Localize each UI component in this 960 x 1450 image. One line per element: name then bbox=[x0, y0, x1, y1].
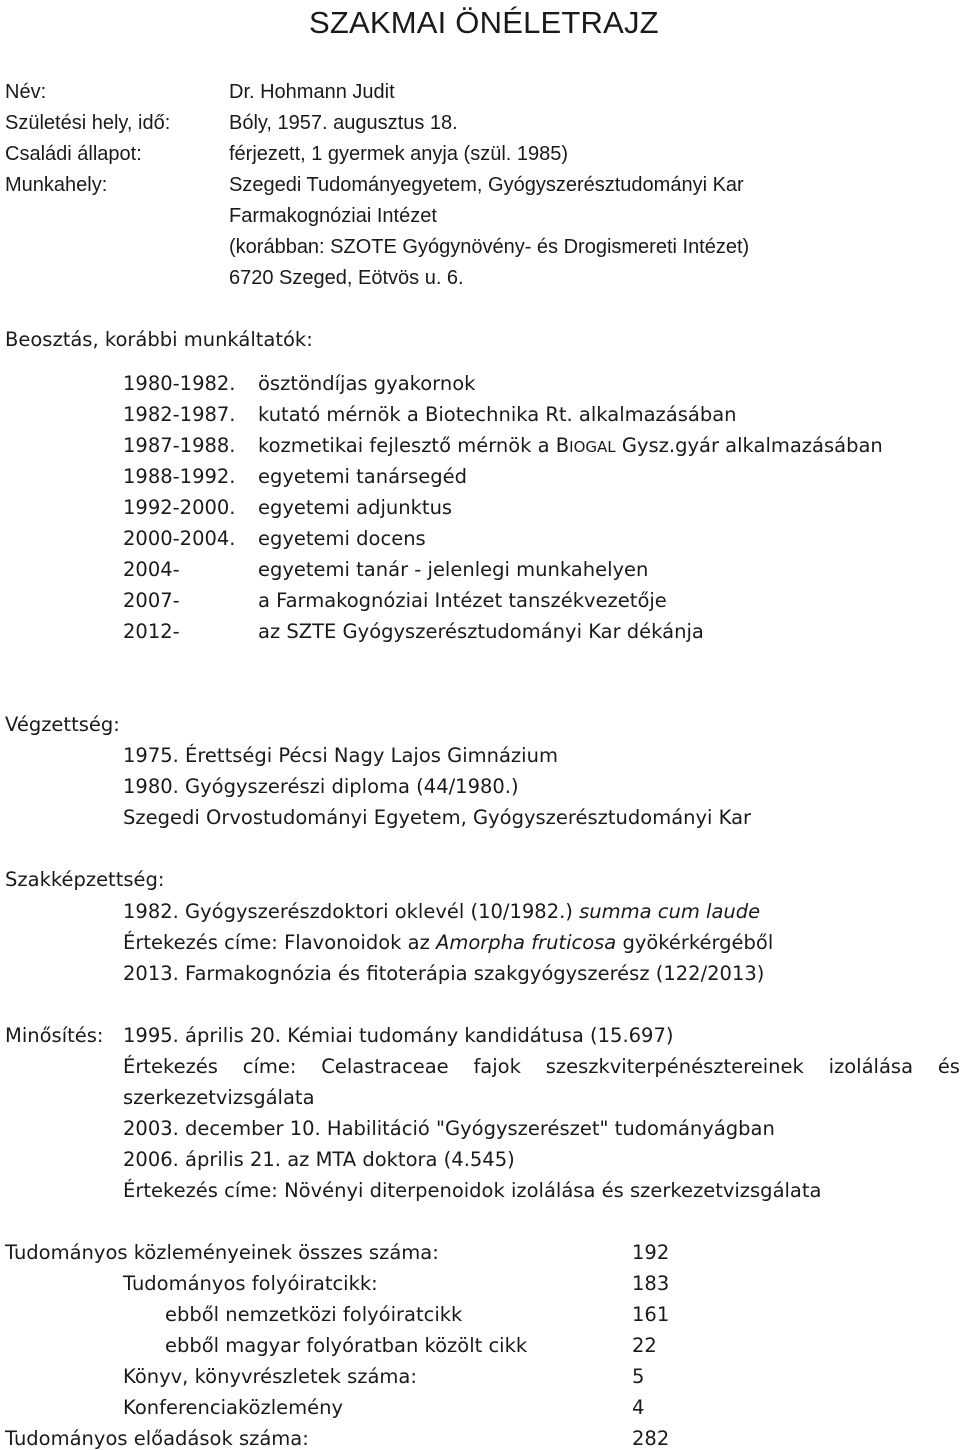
pub-value: 22 bbox=[632, 1334, 657, 1357]
pub-value: 161 bbox=[632, 1303, 670, 1326]
position-years: 1982-1987. bbox=[123, 403, 236, 426]
pub-value: 5 bbox=[632, 1365, 645, 1388]
position-years: 2012- bbox=[123, 620, 180, 643]
pub-value: 183 bbox=[632, 1272, 670, 1295]
position-desc: az SZTE Gyógyszerésztudományi Kar dékánja bbox=[258, 620, 704, 643]
birth-label: Születési hely, idő: bbox=[5, 112, 171, 134]
workplace-label: Munkahely: bbox=[5, 174, 108, 196]
position-desc: egyetemi docens bbox=[258, 527, 426, 550]
education-label: Végzettség: bbox=[5, 713, 120, 736]
workplace-line: Farmakognóziai Intézet bbox=[229, 205, 437, 227]
position-years: 2000-2004. bbox=[123, 527, 236, 550]
family-label: Családi állapot: bbox=[5, 143, 142, 165]
pub-label: ebből magyar folyóratban közölt cikk bbox=[165, 1334, 528, 1357]
position-years: 2007- bbox=[123, 589, 180, 612]
position-years: 1987-1988. bbox=[123, 434, 236, 457]
pub-label: Tudományos folyóiratcikk: bbox=[123, 1272, 378, 1295]
qualification-label: Szakképzettség: bbox=[5, 868, 165, 891]
family-value: férjezett, 1 gyermek anyja (szül. 1985) bbox=[229, 143, 569, 165]
degree-line: 2003. december 10. Habilitáció "Gyógyszerészet" tudományágban bbox=[123, 1117, 775, 1140]
degree-line: 1995. április 20. Kémiai tudomány kandidátusa (15.697) bbox=[123, 1024, 674, 1047]
position-years: 1988-1992. bbox=[123, 465, 236, 488]
degrees-label: Minősítés: bbox=[5, 1024, 104, 1047]
workplace-line: 6720 Szeged, Eötvös u. 6. bbox=[229, 267, 464, 289]
degree-line: Értekezés címe: Növényi diterpenoidok izolálása és szerkezetvizsgálata bbox=[123, 1179, 822, 1202]
name-label: Név: bbox=[5, 81, 47, 103]
degree-line: 2006. április 21. az MTA doktora (4.545) bbox=[123, 1148, 515, 1171]
position-desc: a Farmakognóziai Intézet tanszékvezetője bbox=[258, 589, 667, 612]
qualification-line: Értekezés címe: Flavonoidok az Amorpha fruticosa gyökérkérgéből bbox=[123, 931, 774, 954]
degree-line: Értekezés címe: Celastraceae fajok szeszkviterpénésztereinek izolálása és bbox=[123, 1055, 960, 1078]
pub-label: Tudományos közleményeinek összes száma: bbox=[5, 1241, 439, 1264]
degree-line: szerkezetvizsgálata bbox=[123, 1086, 315, 1109]
position-desc: egyetemi adjunktus bbox=[258, 496, 453, 519]
workplace-line: (korábban: SZOTE Gyógynövény- és Drogismereti Intézet) bbox=[229, 236, 750, 258]
page-title: SZAKMAI ÖNÉLETRAJZ bbox=[309, 5, 659, 40]
position-desc: egyetemi tanársegéd bbox=[258, 465, 467, 488]
positions-label: Beosztás, korábbi munkáltatók: bbox=[5, 328, 313, 351]
pub-label: Könyv, könyvrészletek száma: bbox=[123, 1365, 417, 1388]
pub-label: Konferenciaközlemény bbox=[123, 1396, 344, 1419]
position-years: 1980-1982. bbox=[123, 372, 236, 395]
position-years: 2004- bbox=[123, 558, 180, 581]
pub-label: Tudományos előadások száma: bbox=[5, 1427, 309, 1450]
pub-value: 282 bbox=[632, 1427, 670, 1450]
position-desc: kutató mérnök a Biotechnika Rt. alkalmazásában bbox=[258, 403, 737, 426]
qualification-line: 2013. Farmakognózia és fitoterápia szakgyógyszerész (122/2013) bbox=[123, 962, 765, 985]
position-years: 1992-2000. bbox=[123, 496, 236, 519]
education-line: Szegedi Orvostudományi Egyetem, Gyógyszerésztudományi Kar bbox=[123, 806, 752, 829]
qualification-line: 1982. Gyógyszerészdoktori oklevél (10/1982.) summa cum laude bbox=[123, 900, 761, 923]
position-desc: egyetemi tanár - jelenlegi munkahelyen bbox=[258, 558, 649, 581]
name-value: Dr. Hohmann Judit bbox=[229, 81, 395, 103]
pub-label: ebből nemzetközi folyóiratcikk bbox=[165, 1303, 463, 1326]
position-desc: kozmetikai fejlesztő mérnök a BIOGAL Gysz.gyár alkalmazásában bbox=[258, 434, 883, 457]
pub-value: 192 bbox=[632, 1241, 670, 1264]
workplace-line: Szegedi Tudományegyetem, Gyógyszerésztudományi Kar bbox=[229, 174, 744, 196]
position-desc: ösztöndíjas gyakornok bbox=[258, 372, 476, 395]
pub-value: 4 bbox=[632, 1396, 645, 1419]
education-line: 1980. Gyógyszerészi diploma (44/1980.) bbox=[123, 775, 519, 798]
education-line: 1975. Érettségi Pécsi Nagy Lajos Gimnázium bbox=[123, 744, 558, 767]
birth-value: Bóly, 1957. augusztus 18. bbox=[229, 112, 458, 134]
